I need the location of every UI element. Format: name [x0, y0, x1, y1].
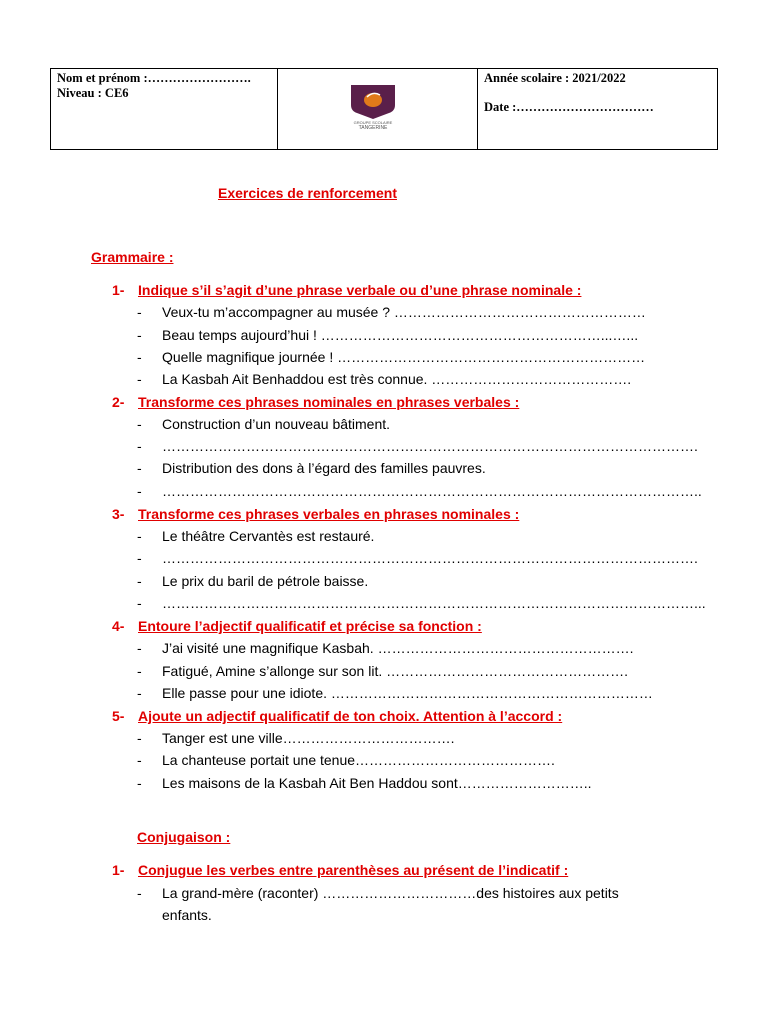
grammar-question-4: [112, 618, 482, 634]
logo-cell: [278, 69, 478, 149]
question-text: Entoure l’adjectif qualificatif et précise sa fonction :: [138, 618, 482, 634]
level-field: Niveau : CE6: [57, 86, 129, 100]
logo-text-line2: TANGERINE: [358, 125, 388, 129]
list-item: - La Kasbah Ait Benhaddou est très connue. …………………………………….: [137, 371, 632, 387]
list-item: - La grand-mère (raconter) ……………………………des histoires aux petits: [137, 885, 619, 901]
list-item: - Distribution des dons à l’égard des familles pauvres.: [137, 460, 486, 476]
school-info-cell: [478, 69, 717, 149]
question-number: 4-: [112, 618, 125, 634]
list-item: - ……………………………………………………………………………………………………...: [137, 595, 706, 611]
logo-text-line1: GROUPE SCOLAIRE: [353, 120, 393, 125]
date-field: Date :……………………………: [484, 100, 654, 114]
list-item: - ……………………………………………………………………………………………………..: [137, 483, 702, 499]
list-item: - Construction d’un nouveau bâtiment.: [137, 416, 391, 432]
document-title: Exercices de renforcement: [218, 185, 397, 201]
grammar-question-2: [112, 394, 519, 410]
question-number: 1-: [112, 282, 125, 298]
header-table: [50, 68, 718, 150]
list-item: - La chanteuse portait une tenue…………………………………….: [137, 752, 555, 768]
question-text: Transforme ces phrases nominales en phrases verbales :: [138, 394, 520, 410]
list-item: - Les maisons de la Kasbah Ait Ben Haddou sont………………………..: [137, 775, 592, 791]
list-item-continuation: enfants.: [162, 907, 212, 923]
question-number: 2-: [112, 394, 125, 410]
list-item: - Quelle magnifique journée ! …………………………………………………………: [137, 349, 646, 365]
list-item: - J’ai visité une magnifique Kasbah. ……………………………………………….: [137, 640, 634, 656]
grammar-question-3: [112, 506, 519, 522]
question-text: Indique s’il s’agit d’une phrase verbale ou d’une phrase nominale :: [138, 282, 582, 298]
name-field: Nom et prénom :…………………….: [57, 71, 251, 85]
student-info-cell: [51, 69, 278, 149]
question-text: Conjugue les verbes entre parenthèses au présent de l’indicatif :: [138, 862, 569, 878]
grammar-heading: Grammaire :: [91, 249, 174, 265]
conjugation-question-1: [112, 862, 568, 878]
question-number: 5-: [112, 708, 125, 724]
list-item: - Beau temps aujourd’hui ! ……………………………………………………...…...: [137, 327, 639, 343]
list-item: - …………………………………………………………………………………………………….: [137, 438, 698, 454]
grammar-question-5: [112, 708, 562, 724]
question-number: 3-: [112, 506, 125, 522]
question-number: 1-: [112, 862, 125, 878]
list-item: - …………………………………………………………………………………………………….: [137, 550, 698, 566]
question-text: Transforme ces phrases verbales en phrases nominales :: [138, 506, 520, 522]
conjugation-heading: Conjugaison :: [137, 829, 231, 845]
question-text: Ajoute un adjectif qualificatif de ton choix. Attention à l’accord :: [138, 708, 563, 724]
list-item: - Fatigué, Amine s’allonge sur son lit. …………………………………………….: [137, 663, 629, 679]
grammar-question-1: [112, 282, 581, 298]
list-item: - Le théâtre Cervantès est restauré.: [137, 528, 375, 544]
list-item: - Le prix du baril de pétrole baisse.: [137, 573, 369, 589]
school-logo: [343, 81, 403, 129]
school-year: Année scolaire : 2021/2022: [484, 71, 626, 85]
list-item: - Tanger est une ville……………………………….: [137, 730, 455, 746]
list-item: - Elle passe pour une idiote. ……………………………………………………………: [137, 685, 653, 701]
list-item: - Veux-tu m’accompagner au musée ? ………………………………………………: [137, 304, 646, 320]
